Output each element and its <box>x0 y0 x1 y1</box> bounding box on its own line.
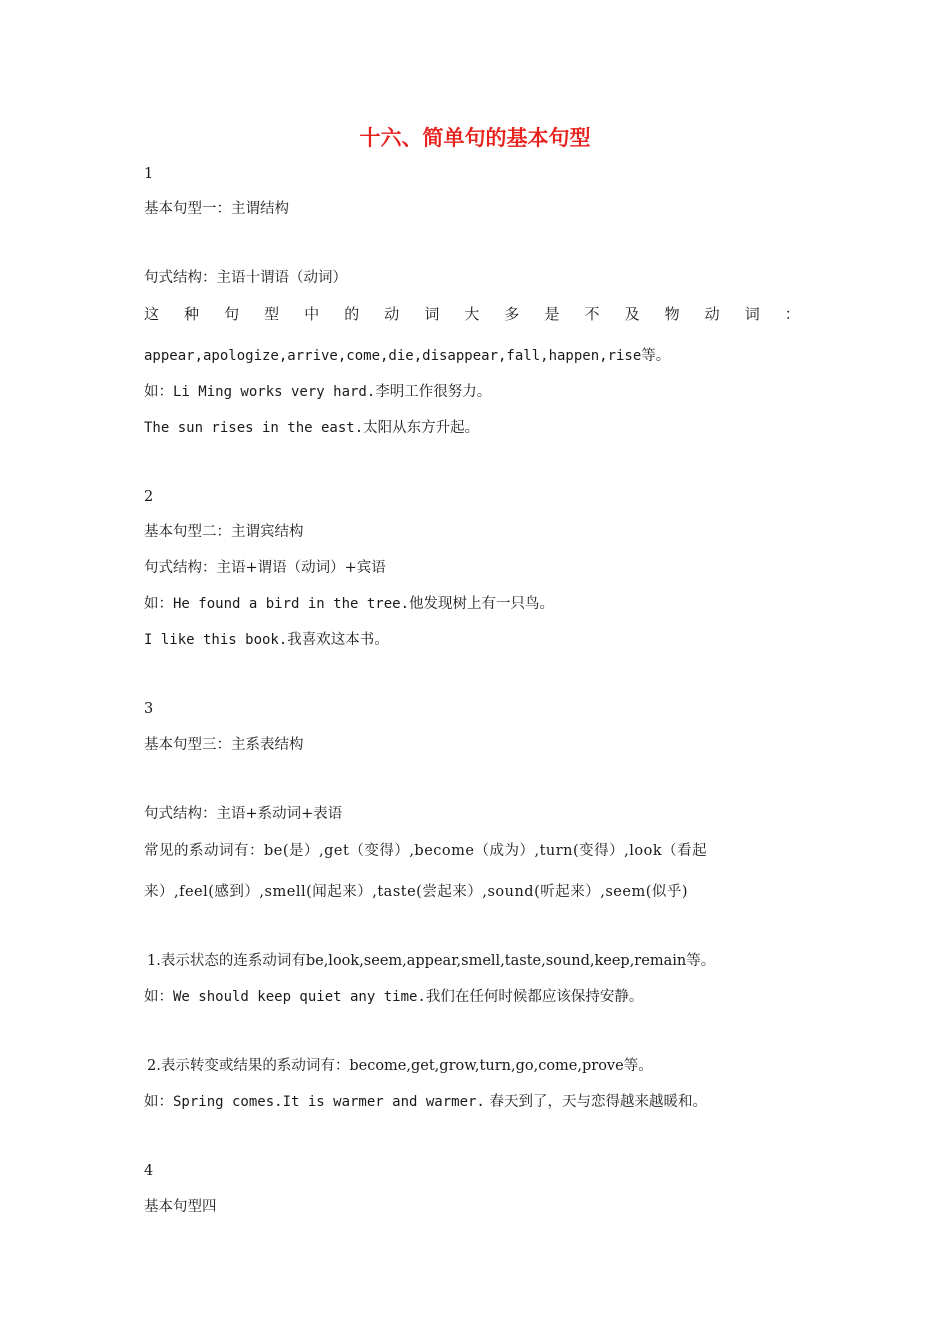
section-1-example-1 <box>144 382 491 402</box>
section-1-verbs <box>144 346 670 366</box>
example-chinese: 太阳从东方升起。 <box>363 420 480 436</box>
example-chinese: 李明工作很努力。 <box>375 384 492 400</box>
example-english: Spring comes.It is warmer and warmer. <box>173 1094 485 1110</box>
section-1-structure: 句式结构：主语十谓语（动词） <box>144 270 347 286</box>
note-char: 是 <box>544 305 560 323</box>
section-2-heading: 基本句型二：主谓宾结构 <box>144 524 304 540</box>
section-3-point-2: 2.表示转变或结果的系动词有：become,get,grow,turn,go,come,prove等。 <box>147 1058 653 1074</box>
example-english: Li Ming works very hard. <box>173 384 376 400</box>
note-char: 大 <box>464 305 480 323</box>
section-1-example-2 <box>144 418 479 438</box>
note-char: 词 <box>424 305 440 323</box>
section-2-example-2 <box>144 630 389 650</box>
note-char: 动 <box>384 305 400 323</box>
note-char: 动 <box>704 305 720 323</box>
section-1-heading: 基本句型一：主谓结构 <box>144 201 289 217</box>
example-chinese: 我们在任何时候都应该保持安静。 <box>425 989 644 1005</box>
note-char: 物 <box>664 305 680 323</box>
section-1-note <box>144 304 800 324</box>
section-2-structure: 句式结构：主语+谓语（动词）+宾语 <box>144 560 386 576</box>
section-3-point-1-example <box>144 987 643 1007</box>
section-3-heading: 基本句型三：主系表结构 <box>144 737 304 753</box>
note-char: 不 <box>584 305 600 323</box>
note-char: 词 <box>744 305 760 323</box>
section-4-number: 4 <box>144 1163 154 1179</box>
example-chinese: 他发现树上有一只鸟。 <box>409 596 555 612</box>
note-char: 多 <box>504 305 520 323</box>
section-3-common-verbs-line-1: 常见的系动词有：be(是）,get（变得）,become（成为）,turn(变得）,look（看起 <box>144 843 708 859</box>
note-char: 及 <box>624 305 640 323</box>
example-english: He found a bird in the tree. <box>173 596 410 612</box>
example-chinese: 春天到了，天与恋得越来越暖和。 <box>484 1094 707 1110</box>
example-english: I like this book. <box>144 632 288 648</box>
page-title: 十六、简单句的基本句型 <box>359 126 591 150</box>
section-2-number: 2 <box>144 489 154 505</box>
note-char: 的 <box>344 305 360 323</box>
note-char: 中 <box>304 305 320 323</box>
section-1-number: 1 <box>144 166 154 182</box>
example-prefix: 如： <box>144 596 173 612</box>
section-3-point-2-example <box>144 1092 707 1112</box>
example-prefix: 如： <box>144 1094 173 1110</box>
note-char: 句 <box>224 305 240 323</box>
section-3-structure: 句式结构：主语+系动词+表语 <box>144 806 343 822</box>
section-3-common-verbs-line-2: 来）,feel(感到）,smell(闻起来）,taste(尝起来）,sound(听起来）,seem(似乎) <box>144 884 689 900</box>
section-4-heading: 基本句型四 <box>144 1199 217 1215</box>
section-2-example-1 <box>144 594 554 614</box>
note-char: 这 <box>144 305 160 323</box>
example-english: The sun rises in the east. <box>144 420 364 436</box>
note-char: ： <box>784 305 800 323</box>
note-char: 种 <box>184 305 200 323</box>
example-english: We should keep quiet any time. <box>173 989 426 1005</box>
verb-list-suffix: 等。 <box>641 348 671 364</box>
verb-list: appear,apologize,arrive,come,die,disappear,fall,happen,rise <box>144 348 642 364</box>
section-3-point-1: 1.表示状态的连系动词有be,look,seem,appear,smell,taste,sound,keep,remain等。 <box>147 953 716 969</box>
example-prefix: 如： <box>144 384 173 400</box>
example-chinese: 我喜欢这本书。 <box>287 632 389 648</box>
note-char: 型 <box>264 305 280 323</box>
example-prefix: 如： <box>144 989 173 1005</box>
section-3-number: 3 <box>144 701 154 717</box>
